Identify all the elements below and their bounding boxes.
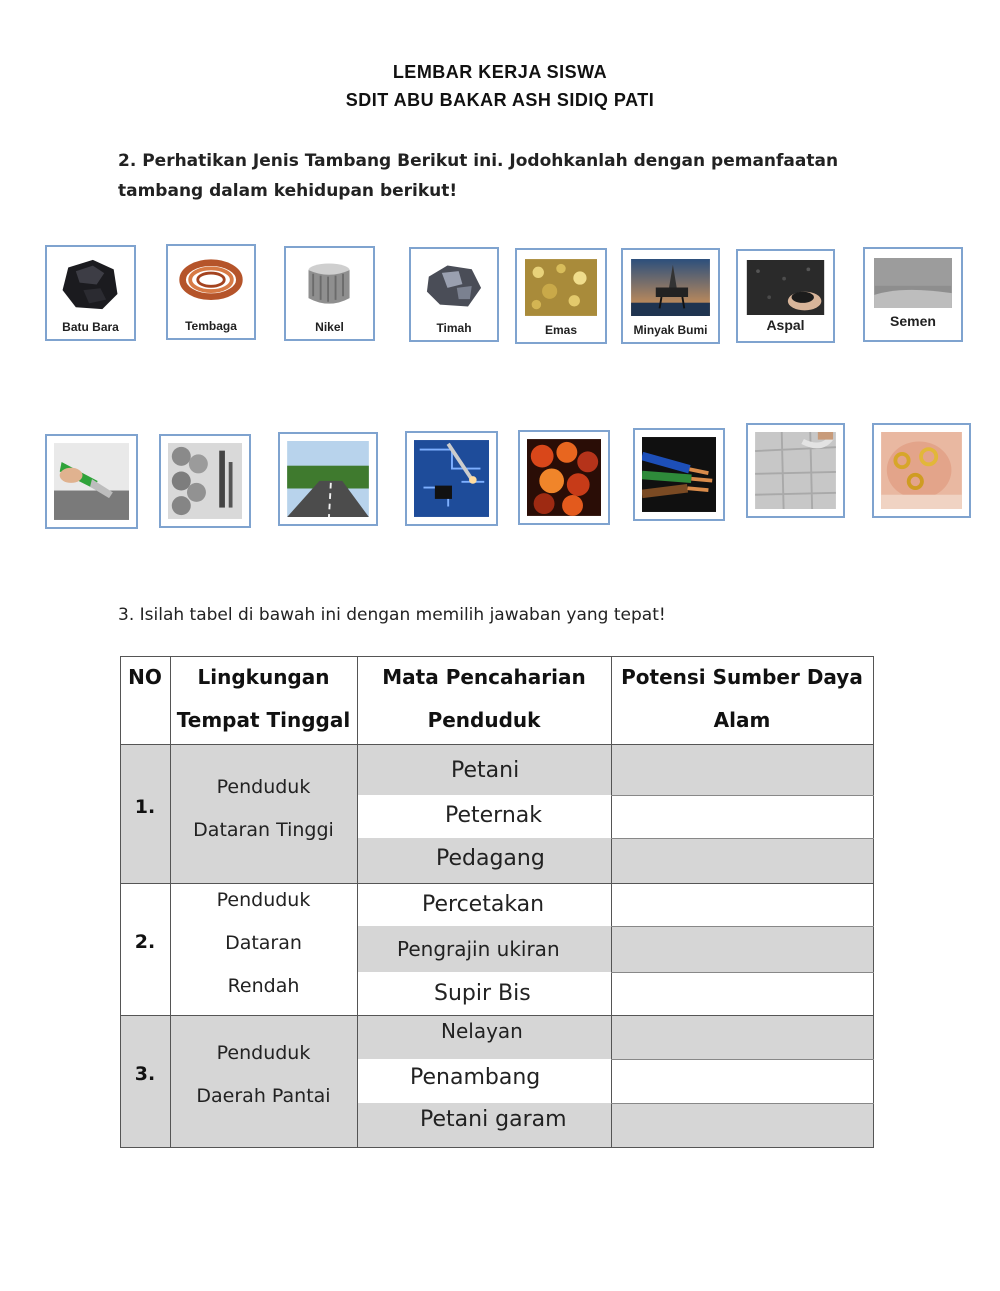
grid-line (120, 1147, 874, 1148)
job-item-penambang[interactable]: Penambang (410, 1065, 541, 1090)
answer-slot[interactable] (612, 796, 873, 838)
header-livelihood-line-2: Penduduk (427, 708, 541, 732)
job-item-pedagang[interactable]: Pedagang (436, 846, 545, 871)
header-environment-line-2: Tempat Tinggal (176, 708, 351, 732)
group-3-number: 3. (134, 1063, 156, 1085)
asphalt-icon (746, 260, 825, 315)
header-no: NO (128, 665, 162, 689)
gold-jewelry-icon (881, 432, 962, 509)
mine-card-batu-bara[interactable] (45, 245, 136, 341)
job-item-petani[interactable]: Petani (451, 758, 520, 783)
group-3-environment-line-1: Penduduk (216, 1042, 311, 1064)
gold-ore-icon (525, 259, 597, 316)
usage-card-6[interactable] (633, 428, 725, 521)
burning-coal-icon (527, 439, 601, 516)
mine-label: Batu Bara (62, 320, 119, 334)
usage-card-8[interactable] (872, 423, 971, 518)
nickel-icon (294, 257, 365, 313)
mine-card-timah[interactable] (409, 247, 499, 342)
job-item-percetakan[interactable]: Percetakan (422, 892, 545, 917)
answer-slot[interactable] (612, 745, 873, 795)
mine-card-tembaga[interactable] (166, 244, 256, 340)
header-potential-line-1: Potensi Sumber Daya (621, 665, 863, 689)
group-2-environment-line-3: Rendah (227, 975, 300, 997)
answer-slot[interactable] (612, 884, 873, 926)
usage-card-7[interactable] (746, 423, 845, 518)
question-2-line-1: 2. Perhatikan Jenis Tambang Berikut ini. Jodohkanlah dengan pemanfaatan (118, 151, 839, 171)
school-name: SDIT ABU BAKAR ASH SIDIQ PATI (345, 90, 655, 110)
mine-card-emas[interactable] (515, 248, 607, 344)
copper-cables-icon (642, 437, 716, 512)
mine-card-nikel[interactable] (284, 246, 375, 341)
header-livelihood-line-1: Mata Pencaharian (382, 665, 586, 689)
coal-icon (55, 256, 126, 313)
worksheet-title: LEMBAR KERJA SISWA (392, 62, 608, 82)
grid-line (873, 656, 874, 1148)
job-item-nelayan[interactable]: Nelayan (441, 1019, 523, 1043)
job-item-supir-bis[interactable]: Supir Bis (434, 981, 531, 1006)
usage-card-4[interactable] (405, 431, 498, 526)
usage-card-3[interactable] (278, 432, 378, 526)
header-environment-line-1: Lingkungan (197, 665, 330, 689)
mine-card-aspal[interactable] (736, 249, 835, 343)
answer-slot[interactable] (612, 1060, 873, 1103)
mine-card-minyak-bumi[interactable] (621, 248, 720, 344)
mine-label: Nikel (315, 320, 344, 334)
group-1-environment-line-1: Penduduk (216, 776, 311, 798)
mine-label: Timah (436, 321, 472, 335)
oil-rig-icon (631, 259, 710, 316)
header-potential-line-2: Alam (713, 708, 771, 732)
group-2-environment-line-2: Dataran (225, 932, 302, 954)
copper-wire-icon (176, 255, 246, 312)
answer-slot[interactable] (612, 839, 873, 883)
coins-tools-icon (168, 443, 242, 519)
mine-label: Semen (890, 313, 936, 329)
answer-table (120, 656, 874, 1148)
answer-slot[interactable] (612, 1016, 873, 1059)
answer-slot[interactable] (612, 973, 873, 1015)
asphalt-road-icon (287, 441, 369, 517)
usage-card-2[interactable] (159, 434, 251, 528)
job-item-petani-garam[interactable]: Petani garam (420, 1107, 567, 1132)
job-item-pengrajin-ukiran[interactable]: Pengrajin ukiran (397, 937, 560, 961)
job-item-peternak[interactable]: Peternak (445, 803, 543, 828)
fuel-nozzle-icon (54, 443, 129, 520)
group-2-environment-line-1: Penduduk (216, 889, 311, 911)
circuit-soldering-icon (414, 440, 489, 517)
cement-plaster-wall-icon (755, 432, 836, 509)
group-1-number: 1. (134, 796, 156, 818)
mine-card-semen[interactable] (863, 247, 963, 342)
answer-slot[interactable] (612, 927, 873, 972)
mine-label: Emas (544, 323, 578, 337)
group-3-environment-line-2: Daerah Pantai (196, 1085, 331, 1107)
usage-card-5[interactable] (518, 430, 610, 525)
question-2-line-2: tambang dalam kehidupan berikut! (118, 181, 458, 201)
tin-ore-icon (419, 258, 489, 314)
group-1-environment-line-2: Dataran Tinggi (193, 819, 334, 841)
mine-label: Minyak Bumi (633, 323, 708, 337)
answer-slot[interactable] (612, 1104, 873, 1147)
mine-label: Tembaga (185, 319, 237, 333)
question-3: 3. Isilah tabel di bawah ini dengan memilih jawaban yang tepat! (118, 605, 666, 625)
group-2-number: 2. (134, 931, 156, 953)
cement-icon (873, 258, 953, 308)
mine-label: Aspal (766, 317, 805, 333)
usage-card-1[interactable] (45, 434, 138, 529)
